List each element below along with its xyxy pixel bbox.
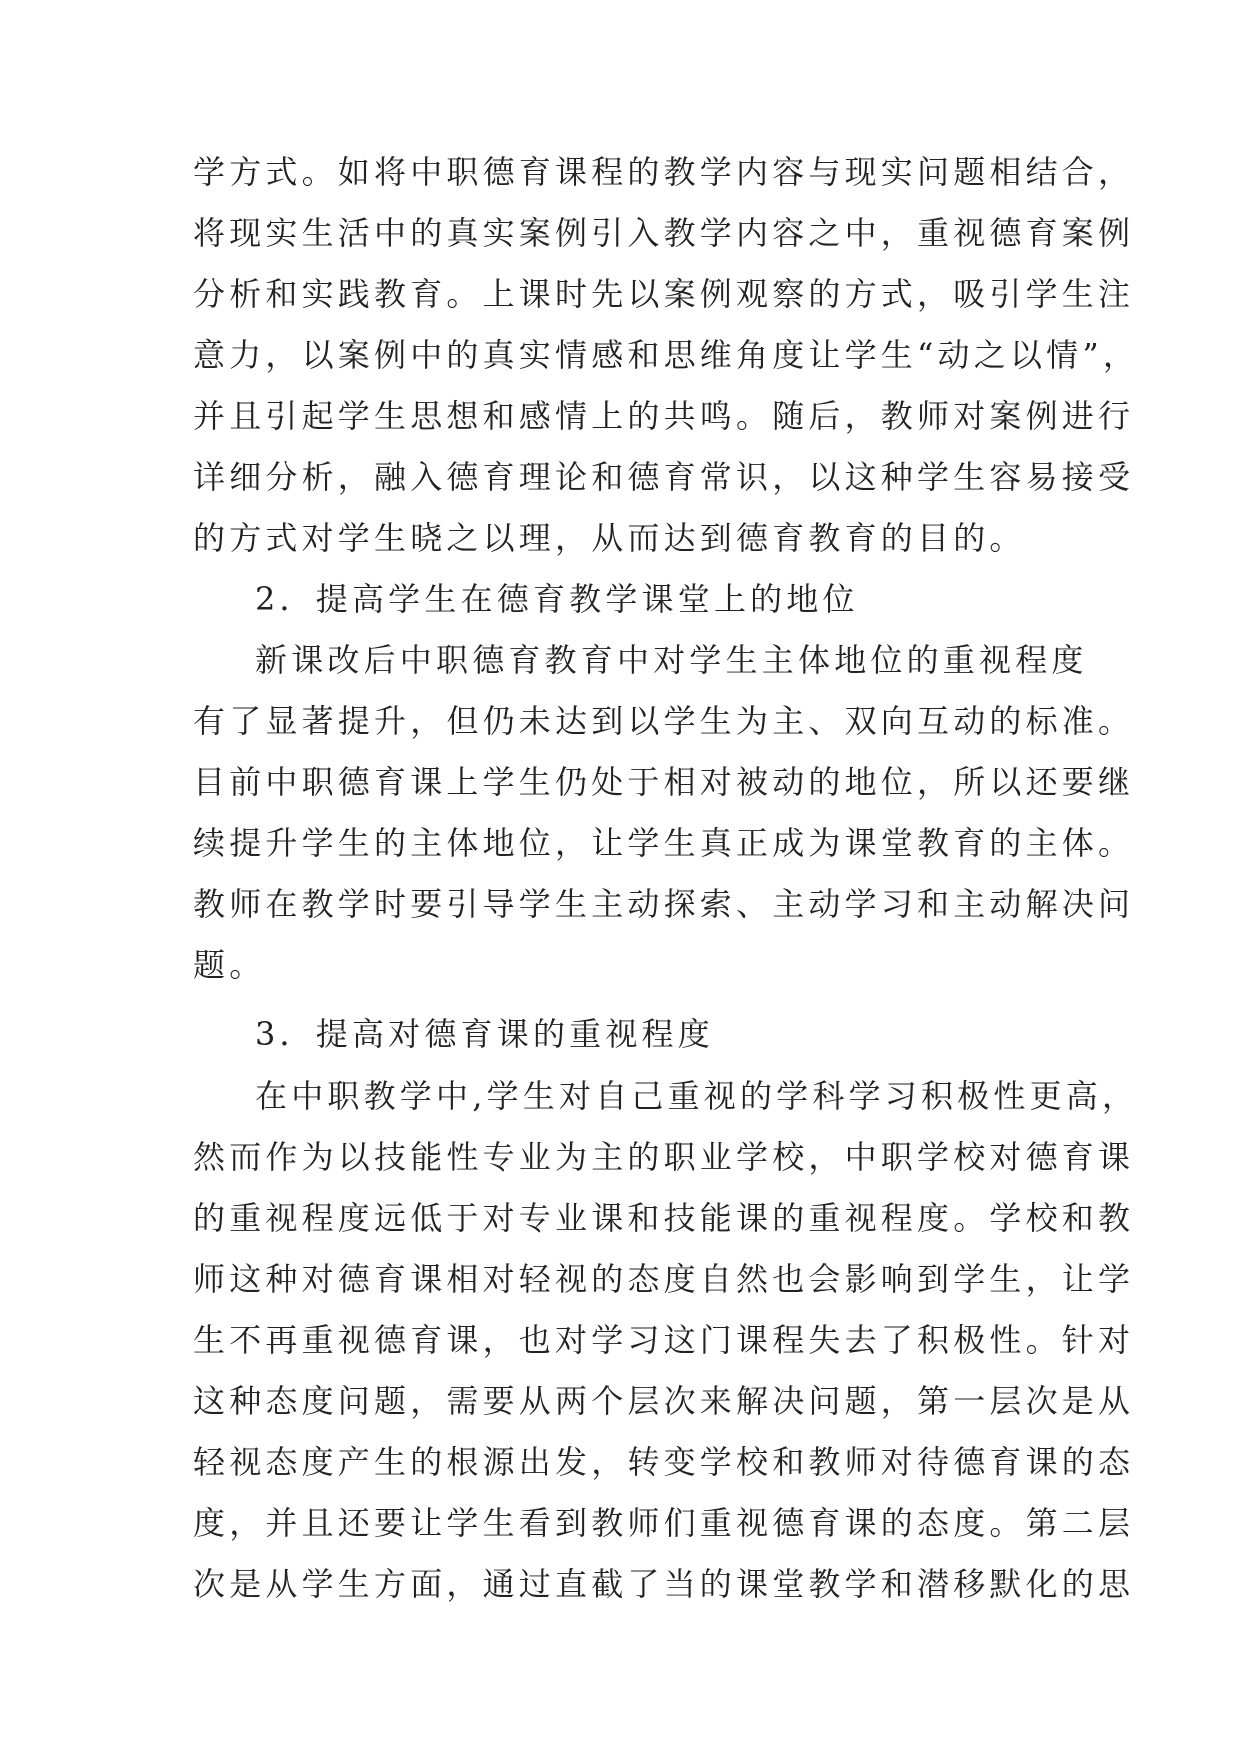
body-text-line: 生不再重视德育课，也对学习这门课程失去了积极性。针对	[193, 1321, 1135, 1359]
body-text-line: 有了显著提升，但仍未达到以学生为主、双向互动的标准。	[193, 702, 1135, 740]
body-text-line: 师这种对德育课相对轻视的态度自然也会影响到学生，让学	[193, 1260, 1135, 1298]
body-text-line: 分析和实践教育。上课时先以案例观察的方式，吸引学生注	[193, 275, 1135, 313]
body-text-line: 的重视程度远低于对专业课和技能课的重视程度。学校和教	[193, 1199, 1135, 1237]
body-text-line: 在中职教学中,学生对自己重视的学科学习积极性更高，	[255, 1077, 1139, 1115]
body-text-line: 的方式对学生晓之以理，从而达到德育教育的目的。	[193, 519, 1026, 557]
body-text-line: 题。	[193, 946, 266, 984]
body-text-line: 并且引起学生思想和感情上的共鸣。随后，教师对案例进行	[193, 397, 1135, 435]
body-text-line: 续提升学生的主体地位，让学生真正成为课堂教育的主体。	[193, 824, 1135, 862]
body-text-line: 详细分析，融入德育理论和德育常识，以这种学生容易接受	[193, 458, 1135, 496]
body-text-line: 次是从学生方面，通过直截了当的课堂教学和潜移默化的思	[193, 1565, 1135, 1603]
body-text-line: 这种态度问题，需要从两个层次来解决问题，第一层次是从	[193, 1382, 1135, 1420]
body-text-line: 目前中职德育课上学生仍处于相对被动的地位，所以还要继	[193, 763, 1135, 801]
body-text-line: 将现实生活中的真实案例引入教学内容之中，重视德育案例	[193, 214, 1135, 252]
body-text-line: 然而作为以技能性专业为主的职业学校，中职学校对德育课	[193, 1138, 1135, 1176]
body-text-line: 度，并且还要让学生看到教师们重视德育课的态度。第二层	[193, 1504, 1135, 1542]
section-heading-2: 2．提高学生在德育教学课堂上的地位	[255, 580, 859, 618]
body-text-line: 新课改后中职德育教育中对学生主体地位的重视程度	[255, 641, 1088, 679]
body-text-line: 教师在教学时要引导学生主动探索、主动学习和主动解决问	[193, 885, 1135, 923]
body-text-line: 学方式。如将中职德育课程的教学内容与现实问题相结合，	[193, 153, 1135, 191]
body-text-line: 轻视态度产生的根源出发，转变学校和教师对待德育课的态	[193, 1443, 1135, 1481]
section-heading-3: 3．提高对德育课的重视程度	[255, 1015, 714, 1053]
body-text-line: 意力，以案例中的真实情感和思维角度让学生“动之以情”，	[193, 336, 1140, 374]
